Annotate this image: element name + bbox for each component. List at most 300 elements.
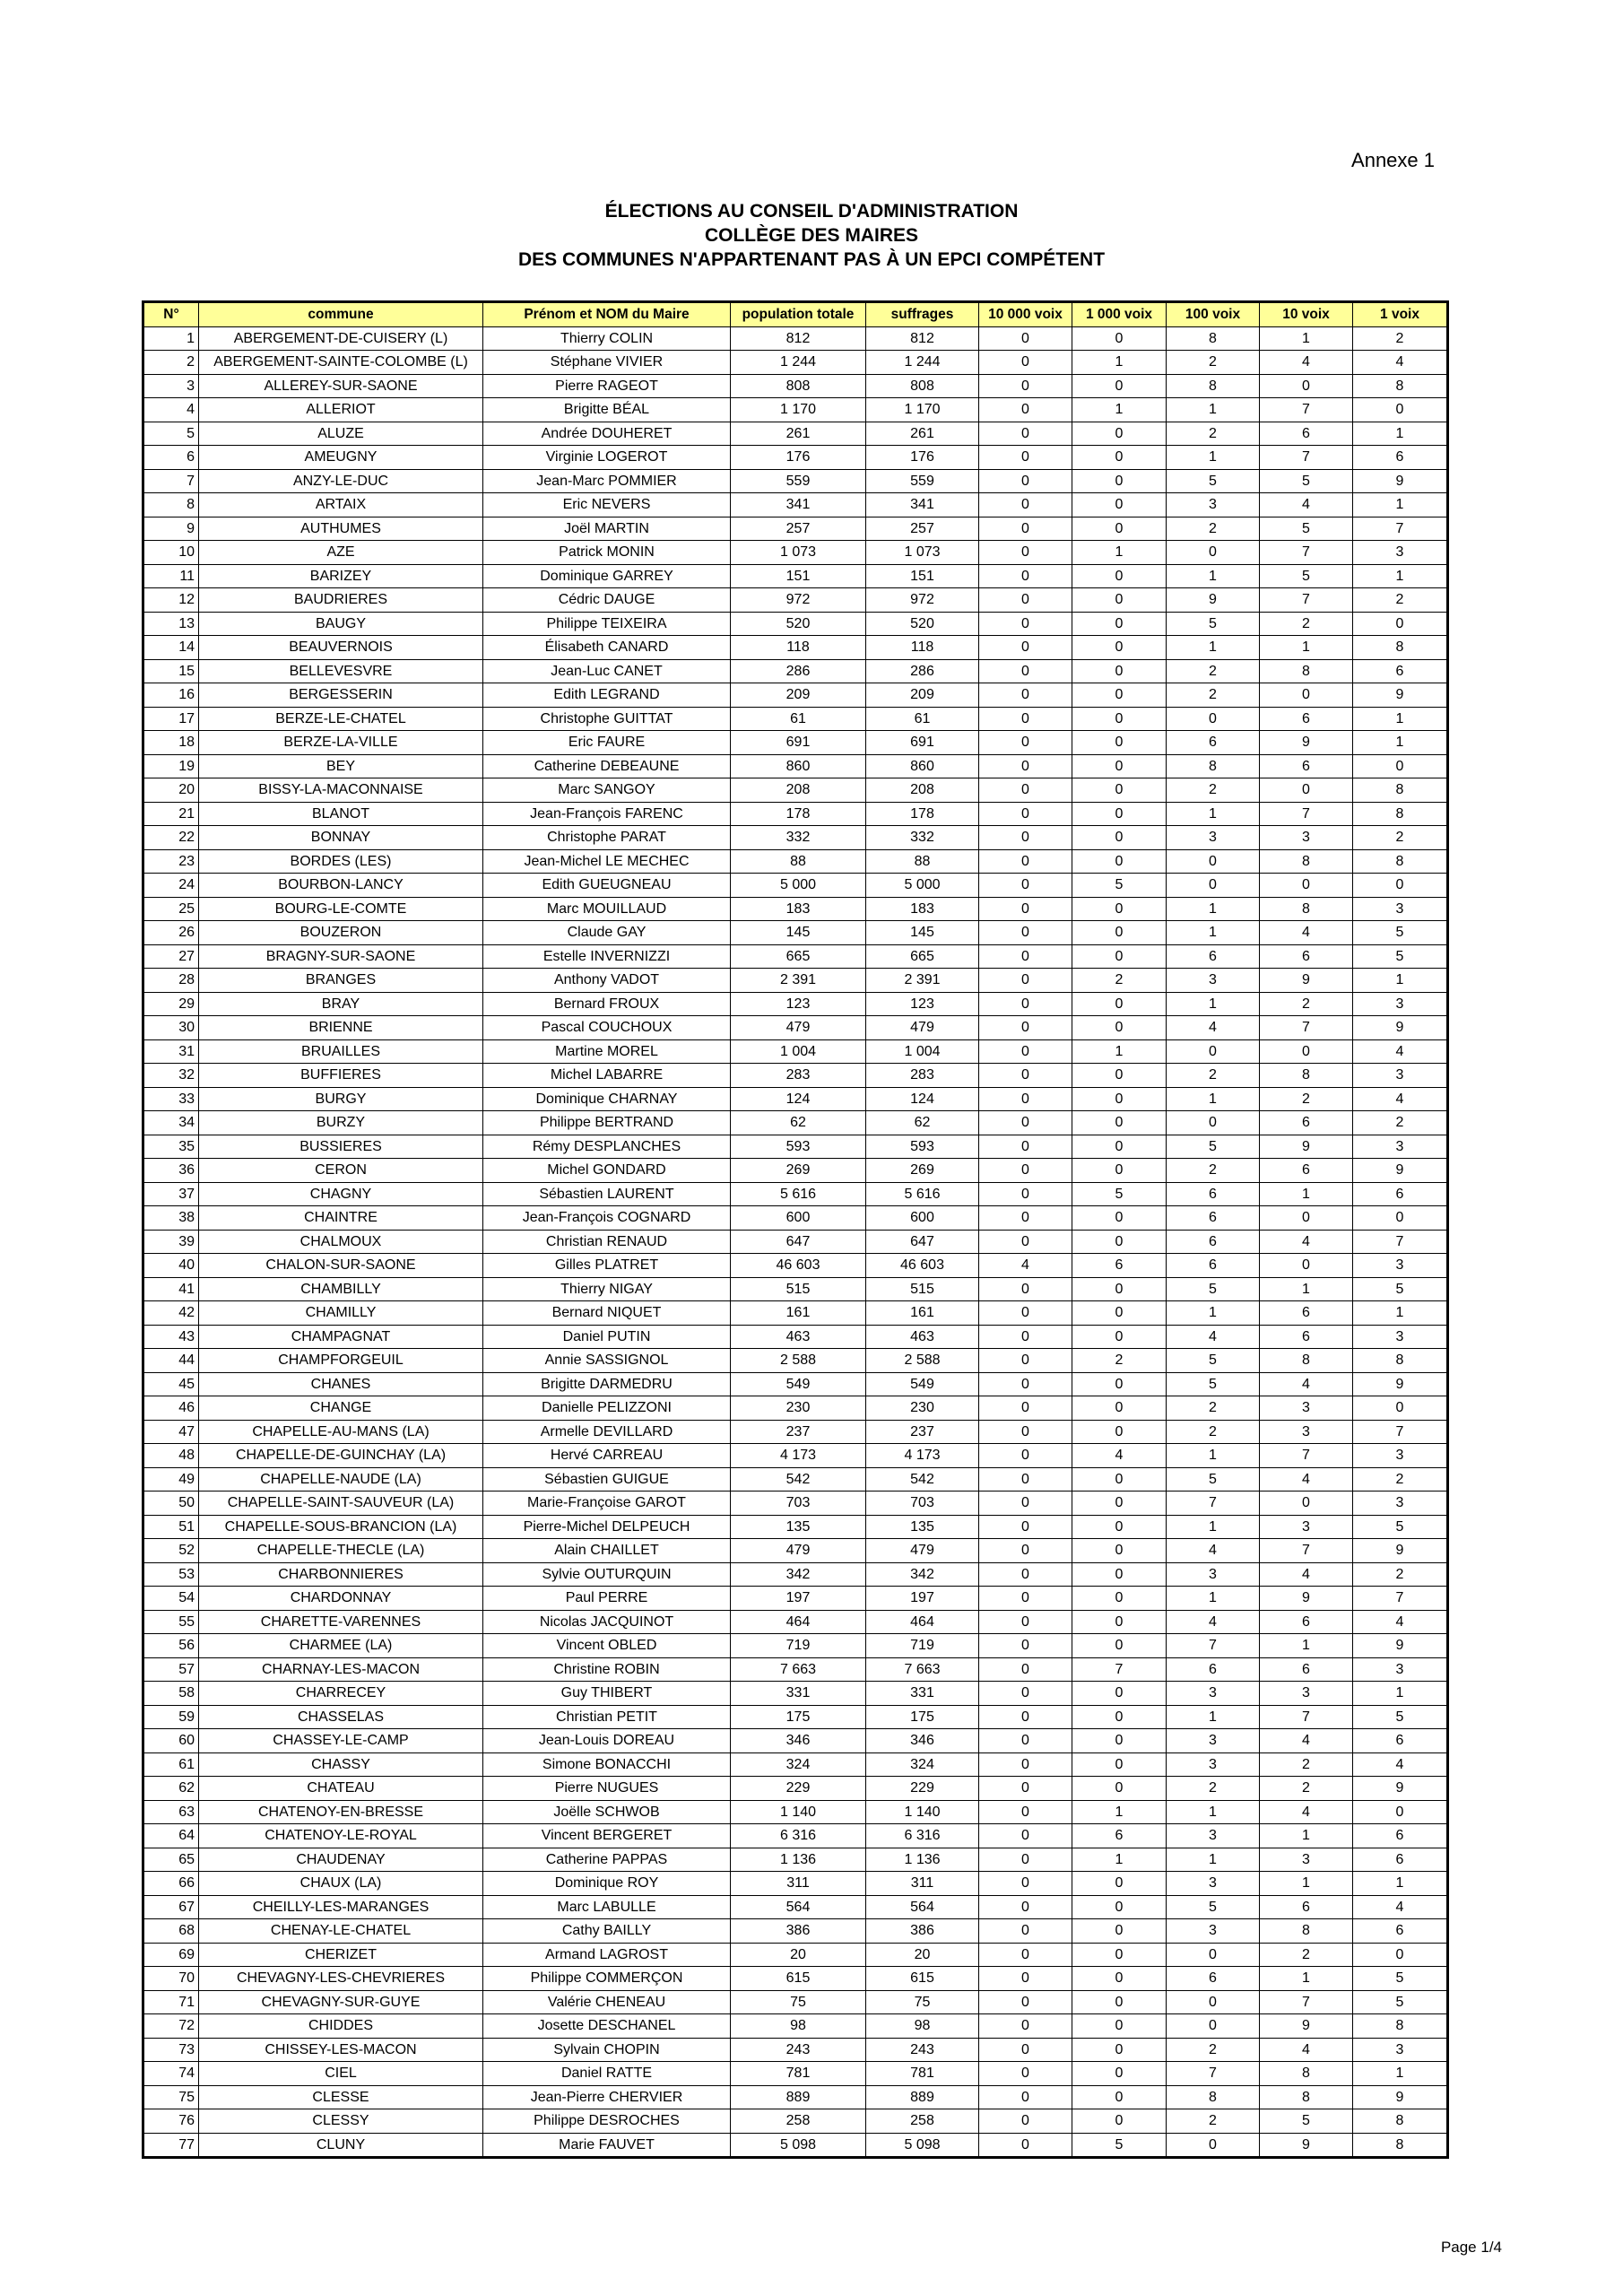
voix-1: 0 xyxy=(1353,754,1448,778)
mayor-name: Marc LABULLE xyxy=(483,1895,731,1919)
suffrages: 341 xyxy=(866,493,979,517)
population: 1 136 xyxy=(731,1848,866,1872)
voix-1: 9 xyxy=(1353,1159,1448,1183)
suffrages: 719 xyxy=(866,1634,979,1658)
voix-10: 8 xyxy=(1260,2062,1353,2086)
voix-10: 2 xyxy=(1260,1087,1353,1111)
table-row xyxy=(143,1444,1448,1468)
suffrages: 342 xyxy=(866,1562,979,1587)
voix-100: 6 xyxy=(1167,731,1260,755)
voix-10: 2 xyxy=(1260,612,1353,636)
table-row xyxy=(143,754,1448,778)
mayor-name: Jean-François COGNARD xyxy=(483,1206,731,1231)
commune-name: CERON xyxy=(199,1159,483,1183)
table-row xyxy=(143,1467,1448,1492)
voix-100: 1 xyxy=(1167,1087,1260,1111)
population: 812 xyxy=(731,326,866,351)
table-row xyxy=(143,422,1448,446)
voix-1000: 0 xyxy=(1072,1682,1167,1706)
mayor-name: Estelle INVERNIZZI xyxy=(483,944,731,969)
row-number: 64 xyxy=(143,1824,199,1848)
population: 808 xyxy=(731,374,866,398)
suffrages: 463 xyxy=(866,1325,979,1349)
mayor-name: Danielle PELIZZONI xyxy=(483,1396,731,1421)
suffrages: 62 xyxy=(866,1111,979,1135)
voix-1: 3 xyxy=(1353,1064,1448,1088)
commune-name: CHISSEY-LES-MACON xyxy=(199,2038,483,2062)
commune-name: CHAPELLE-SOUS-BRANCION (LA) xyxy=(199,1515,483,1539)
voix-1000: 0 xyxy=(1072,612,1167,636)
population: 2 588 xyxy=(731,1349,866,1373)
row-number: 56 xyxy=(143,1634,199,1658)
table-row xyxy=(143,897,1448,921)
population: 515 xyxy=(731,1277,866,1301)
voix-1: 5 xyxy=(1353,1277,1448,1301)
voix-1: 8 xyxy=(1353,849,1448,874)
mayor-name: Martine MOREL xyxy=(483,1039,731,1064)
suffrages: 1 170 xyxy=(866,398,979,422)
voix-1: 4 xyxy=(1353,1087,1448,1111)
population: 346 xyxy=(731,1729,866,1753)
voix-1: 1 xyxy=(1353,707,1448,731)
mayor-name: Jean-Louis DOREAU xyxy=(483,1729,731,1753)
voix-1: 8 xyxy=(1353,2109,1448,2134)
voix-1000: 0 xyxy=(1072,1087,1167,1111)
population: 230 xyxy=(731,1396,866,1421)
population: 647 xyxy=(731,1230,866,1254)
mayor-name: Sylvie OUTURQUIN xyxy=(483,1562,731,1587)
voix-100: 3 xyxy=(1167,1919,1260,1944)
voix-10000: 0 xyxy=(979,493,1072,517)
col-header-100-voix: 100 voix xyxy=(1167,302,1260,327)
commune-name: AUTHUMES xyxy=(199,517,483,541)
population: 20 xyxy=(731,1943,866,1967)
voix-1000: 0 xyxy=(1072,731,1167,755)
mayor-name: Cathy BAILLY xyxy=(483,1919,731,1944)
population: 479 xyxy=(731,1016,866,1040)
voix-10000: 0 xyxy=(979,326,1072,351)
population: 615 xyxy=(731,1967,866,1991)
voix-10: 2 xyxy=(1260,1752,1353,1777)
row-number: 12 xyxy=(143,588,199,613)
population: 4 173 xyxy=(731,1444,866,1468)
voix-10000: 0 xyxy=(979,1539,1072,1563)
voix-100: 6 xyxy=(1167,1254,1260,1278)
voix-1: 2 xyxy=(1353,1111,1448,1135)
mayor-name: Dominique CHARNAY xyxy=(483,1087,731,1111)
table-row xyxy=(143,541,1448,565)
voix-10000: 0 xyxy=(979,2109,1072,2134)
voix-10000: 0 xyxy=(979,1729,1072,1753)
voix-1000: 0 xyxy=(1072,1159,1167,1183)
voix-1: 3 xyxy=(1353,897,1448,921)
mayor-name: Christian PETIT xyxy=(483,1705,731,1729)
suffrages: 972 xyxy=(866,588,979,613)
mayor-name: Pierre-Michel DELPEUCH xyxy=(483,1515,731,1539)
population: 665 xyxy=(731,944,866,969)
row-number: 7 xyxy=(143,469,199,493)
voix-1: 9 xyxy=(1353,1372,1448,1396)
table-row xyxy=(143,921,1448,945)
population: 464 xyxy=(731,1610,866,1634)
voix-10000: 0 xyxy=(979,1420,1072,1444)
voix-100: 3 xyxy=(1167,1824,1260,1848)
voix-10: 8 xyxy=(1260,1349,1353,1373)
row-number: 38 xyxy=(143,1206,199,1231)
voix-10: 2 xyxy=(1260,992,1353,1016)
voix-10000: 0 xyxy=(979,1610,1072,1634)
mayor-name: Michel GONDARD xyxy=(483,1159,731,1183)
voix-100: 0 xyxy=(1167,1039,1260,1064)
commune-name: BOURBON-LANCY xyxy=(199,874,483,898)
suffrages: 593 xyxy=(866,1135,979,1159)
commune-name: BLANOT xyxy=(199,802,483,826)
row-number: 10 xyxy=(143,541,199,565)
voix-100: 2 xyxy=(1167,422,1260,446)
row-number: 21 xyxy=(143,802,199,826)
voix-1: 6 xyxy=(1353,1824,1448,1848)
voix-1: 8 xyxy=(1353,1349,1448,1373)
suffrages: 2 391 xyxy=(866,969,979,993)
suffrages: 7 663 xyxy=(866,1657,979,1682)
mayor-name: Virginie LOGEROT xyxy=(483,446,731,470)
table-row xyxy=(143,326,1448,351)
voix-1000: 0 xyxy=(1072,1301,1167,1326)
voix-1000: 0 xyxy=(1072,1206,1167,1231)
mayor-name: Michel LABARRE xyxy=(483,1064,731,1088)
commune-name: CHAMPFORGEUIL xyxy=(199,1349,483,1373)
table-row xyxy=(143,636,1448,660)
voix-1000: 0 xyxy=(1072,1705,1167,1729)
population: 123 xyxy=(731,992,866,1016)
voix-100: 6 xyxy=(1167,1230,1260,1254)
voix-1000: 0 xyxy=(1072,1634,1167,1658)
voix-10: 7 xyxy=(1260,588,1353,613)
mayor-name: Brigitte DARMEDRU xyxy=(483,1372,731,1396)
table-row xyxy=(143,1372,1448,1396)
voix-10: 7 xyxy=(1260,1539,1353,1563)
voix-1000: 6 xyxy=(1072,1824,1167,1848)
voix-100: 2 xyxy=(1167,683,1260,708)
commune-name: BRAGNY-SUR-SAONE xyxy=(199,944,483,969)
table-row xyxy=(143,707,1448,731)
commune-name: BUSSIERES xyxy=(199,1135,483,1159)
commune-name: CHALON-SUR-SAONE xyxy=(199,1254,483,1278)
table-row xyxy=(143,1872,1448,1896)
population: 386 xyxy=(731,1919,866,1944)
commune-name: BRAY xyxy=(199,992,483,1016)
suffrages: 346 xyxy=(866,1729,979,1753)
commune-name: CHARMEE (LA) xyxy=(199,1634,483,1658)
table-row xyxy=(143,1301,1448,1326)
population: 5 098 xyxy=(731,2133,866,2158)
commune-name: CLESSY xyxy=(199,2109,483,2134)
voix-10000: 0 xyxy=(979,612,1072,636)
voix-1000: 0 xyxy=(1072,659,1167,683)
table-row xyxy=(143,1064,1448,1088)
voix-10000: 0 xyxy=(979,778,1072,803)
population: 261 xyxy=(731,422,866,446)
voix-100: 2 xyxy=(1167,1777,1260,1801)
table-row xyxy=(143,2062,1448,2086)
voix-100: 0 xyxy=(1167,1990,1260,2014)
voix-1000: 6 xyxy=(1072,1254,1167,1278)
voix-10: 1 xyxy=(1260,1277,1353,1301)
document-title xyxy=(0,199,1623,272)
mayor-name: Thierry COLIN xyxy=(483,326,731,351)
voix-100: 3 xyxy=(1167,1872,1260,1896)
voix-1: 1 xyxy=(1353,969,1448,993)
row-number: 77 xyxy=(143,2133,199,2158)
commune-name: CHAPELLE-NAUDE (LA) xyxy=(199,1467,483,1492)
suffrages: 5 098 xyxy=(866,2133,979,2158)
voix-10: 4 xyxy=(1260,493,1353,517)
population: 269 xyxy=(731,1159,866,1183)
row-number: 45 xyxy=(143,1372,199,1396)
voix-1000: 1 xyxy=(1072,541,1167,565)
suffrages: 1 004 xyxy=(866,1039,979,1064)
voix-1000: 0 xyxy=(1072,636,1167,660)
row-number: 11 xyxy=(143,564,199,588)
voix-1: 7 xyxy=(1353,1587,1448,1611)
commune-name: ARTAIX xyxy=(199,493,483,517)
population: 135 xyxy=(731,1515,866,1539)
suffrages: 98 xyxy=(866,2014,979,2039)
population: 311 xyxy=(731,1872,866,1896)
population: 5 616 xyxy=(731,1182,866,1206)
voix-1: 1 xyxy=(1353,2062,1448,2086)
mayor-name: Gilles PLATRET xyxy=(483,1254,731,1278)
mayor-name: Philippe TEIXEIRA xyxy=(483,612,731,636)
mayor-name: Dominique ROY xyxy=(483,1872,731,1896)
voix-10000: 0 xyxy=(979,1396,1072,1421)
voix-10000: 0 xyxy=(979,564,1072,588)
mayor-name: Simone BONACCHI xyxy=(483,1752,731,1777)
voix-100: 1 xyxy=(1167,564,1260,588)
voix-100: 4 xyxy=(1167,1539,1260,1563)
voix-1: 6 xyxy=(1353,659,1448,683)
voix-10000: 0 xyxy=(979,398,1072,422)
voix-1: 1 xyxy=(1353,1682,1448,1706)
voix-10000: 0 xyxy=(979,1492,1072,1516)
voix-1000: 1 xyxy=(1072,1039,1167,1064)
voix-1: 8 xyxy=(1353,778,1448,803)
row-number: 76 xyxy=(143,2109,199,2134)
voix-10000: 0 xyxy=(979,1301,1072,1326)
voix-1: 2 xyxy=(1353,1562,1448,1587)
mayor-name: Joël MARTIN xyxy=(483,517,731,541)
table-row xyxy=(143,1919,1448,1944)
mayor-name: Claude GAY xyxy=(483,921,731,945)
voix-1000: 0 xyxy=(1072,564,1167,588)
row-number: 55 xyxy=(143,1610,199,1634)
population: 237 xyxy=(731,1420,866,1444)
row-number: 28 xyxy=(143,969,199,993)
commune-name: CHENAY-LE-CHATEL xyxy=(199,1919,483,1944)
voix-100: 3 xyxy=(1167,826,1260,850)
voix-1000: 0 xyxy=(1072,1016,1167,1040)
table-row xyxy=(143,1396,1448,1421)
mayor-name: Josette DESCHANEL xyxy=(483,2014,731,2039)
voix-10: 1 xyxy=(1260,1182,1353,1206)
suffrages: 615 xyxy=(866,1967,979,1991)
population: 98 xyxy=(731,2014,866,2039)
mayor-name: Philippe DESROCHES xyxy=(483,2109,731,2134)
voix-10: 1 xyxy=(1260,326,1353,351)
voix-10: 0 xyxy=(1260,1492,1353,1516)
suffrages: 258 xyxy=(866,2109,979,2134)
voix-10: 6 xyxy=(1260,1159,1353,1183)
voix-1000: 0 xyxy=(1072,2085,1167,2109)
voix-10: 6 xyxy=(1260,1657,1353,1682)
voix-1000: 7 xyxy=(1072,1657,1167,1682)
voix-1: 3 xyxy=(1353,1657,1448,1682)
voix-100: 0 xyxy=(1167,874,1260,898)
mayor-name: Jean-Luc CANET xyxy=(483,659,731,683)
row-number: 22 xyxy=(143,826,199,850)
voix-100: 1 xyxy=(1167,897,1260,921)
voix-1: 2 xyxy=(1353,588,1448,613)
row-number: 23 xyxy=(143,849,199,874)
row-number: 74 xyxy=(143,2062,199,2086)
voix-10000: 0 xyxy=(979,1705,1072,1729)
row-number: 49 xyxy=(143,1467,199,1492)
voix-10000: 0 xyxy=(979,992,1072,1016)
voix-100: 0 xyxy=(1167,2014,1260,2039)
voix-10000: 0 xyxy=(979,1372,1072,1396)
voix-10000: 0 xyxy=(979,2062,1072,2086)
voix-1: 9 xyxy=(1353,1539,1448,1563)
commune-name: CHASSY xyxy=(199,1752,483,1777)
voix-1000: 0 xyxy=(1072,1990,1167,2014)
voix-1000: 0 xyxy=(1072,446,1167,470)
row-number: 36 xyxy=(143,1159,199,1183)
voix-100: 0 xyxy=(1167,2133,1260,2158)
title-line-2: COLLÈGE DES MAIRES xyxy=(704,225,919,246)
voix-10000: 0 xyxy=(979,1919,1072,1944)
voix-10000: 0 xyxy=(979,707,1072,731)
mayor-name: Marie FAUVET xyxy=(483,2133,731,2158)
voix-10: 0 xyxy=(1260,374,1353,398)
population: 243 xyxy=(731,2038,866,2062)
voix-1000: 5 xyxy=(1072,2133,1167,2158)
voix-10000: 0 xyxy=(979,1325,1072,1349)
voix-1: 0 xyxy=(1353,612,1448,636)
table-row xyxy=(143,1990,1448,2014)
voix-10: 5 xyxy=(1260,564,1353,588)
commune-name: CHAUDENAY xyxy=(199,1848,483,1872)
population: 2 391 xyxy=(731,969,866,993)
row-number: 51 xyxy=(143,1515,199,1539)
row-number: 47 xyxy=(143,1420,199,1444)
voix-1000: 0 xyxy=(1072,2038,1167,2062)
commune-name: CHAMBILLY xyxy=(199,1277,483,1301)
voix-10000: 0 xyxy=(979,659,1072,683)
voix-1: 4 xyxy=(1353,1610,1448,1634)
voix-10000: 0 xyxy=(979,541,1072,565)
row-number: 69 xyxy=(143,1943,199,1967)
population: 183 xyxy=(731,897,866,921)
voix-1000: 0 xyxy=(1072,1420,1167,1444)
commune-name: CHASSEY-LE-CAMP xyxy=(199,1729,483,1753)
row-number: 25 xyxy=(143,897,199,921)
commune-name: CHIDDES xyxy=(199,2014,483,2039)
voix-1000: 0 xyxy=(1072,1919,1167,1944)
population: 75 xyxy=(731,1990,866,2014)
voix-1: 3 xyxy=(1353,1135,1448,1159)
voix-1000: 0 xyxy=(1072,1610,1167,1634)
commune-name: CHARBONNIERES xyxy=(199,1562,483,1587)
voix-10: 4 xyxy=(1260,1230,1353,1254)
voix-10: 7 xyxy=(1260,1444,1353,1468)
row-number: 57 xyxy=(143,1657,199,1682)
voix-1: 9 xyxy=(1353,1634,1448,1658)
population: 124 xyxy=(731,1087,866,1111)
voix-10: 3 xyxy=(1260,1848,1353,1872)
suffrages: 197 xyxy=(866,1587,979,1611)
voix-10000: 0 xyxy=(979,636,1072,660)
suffrages: 145 xyxy=(866,921,979,945)
table-row xyxy=(143,1254,1448,1278)
table-row xyxy=(143,1087,1448,1111)
voix-10000: 0 xyxy=(979,897,1072,921)
voix-10: 9 xyxy=(1260,731,1353,755)
voix-1000: 0 xyxy=(1072,992,1167,1016)
table-row xyxy=(143,398,1448,422)
voix-100: 2 xyxy=(1167,2038,1260,2062)
voix-1: 7 xyxy=(1353,517,1448,541)
mayor-name: Eric FAURE xyxy=(483,731,731,755)
voix-1: 8 xyxy=(1353,374,1448,398)
voix-100: 1 xyxy=(1167,802,1260,826)
commune-name: CHAINTRE xyxy=(199,1206,483,1231)
population: 161 xyxy=(731,1301,866,1326)
population: 549 xyxy=(731,1372,866,1396)
mayor-name: Christophe GUITTAT xyxy=(483,707,731,731)
voix-1: 2 xyxy=(1353,826,1448,850)
voix-1000: 0 xyxy=(1072,1895,1167,1919)
suffrages: 808 xyxy=(866,374,979,398)
voix-10000: 0 xyxy=(979,1943,1072,1967)
population: 257 xyxy=(731,517,866,541)
row-number: 65 xyxy=(143,1848,199,1872)
commune-name: CHAMILLY xyxy=(199,1301,483,1326)
voix-10000: 0 xyxy=(979,1182,1072,1206)
population: 520 xyxy=(731,612,866,636)
suffrages: 151 xyxy=(866,564,979,588)
row-number: 67 xyxy=(143,1895,199,1919)
voix-1000: 0 xyxy=(1072,1111,1167,1135)
voix-1: 3 xyxy=(1353,1254,1448,1278)
mayor-name: Bernard NIQUET xyxy=(483,1301,731,1326)
table-row xyxy=(143,1515,1448,1539)
voix-100: 8 xyxy=(1167,2085,1260,2109)
table-row xyxy=(143,1277,1448,1301)
voix-10: 7 xyxy=(1260,1990,1353,2014)
voix-100: 2 xyxy=(1167,1064,1260,1088)
suffrages: 515 xyxy=(866,1277,979,1301)
table-row xyxy=(143,969,1448,993)
population: 6 316 xyxy=(731,1824,866,1848)
voix-100: 1 xyxy=(1167,1515,1260,1539)
voix-10000: 0 xyxy=(979,1634,1072,1658)
voix-10: 6 xyxy=(1260,707,1353,731)
voix-1: 0 xyxy=(1353,1396,1448,1421)
voix-1000: 0 xyxy=(1072,921,1167,945)
suffrages: 257 xyxy=(866,517,979,541)
voix-1000: 0 xyxy=(1072,897,1167,921)
row-number: 32 xyxy=(143,1064,199,1088)
